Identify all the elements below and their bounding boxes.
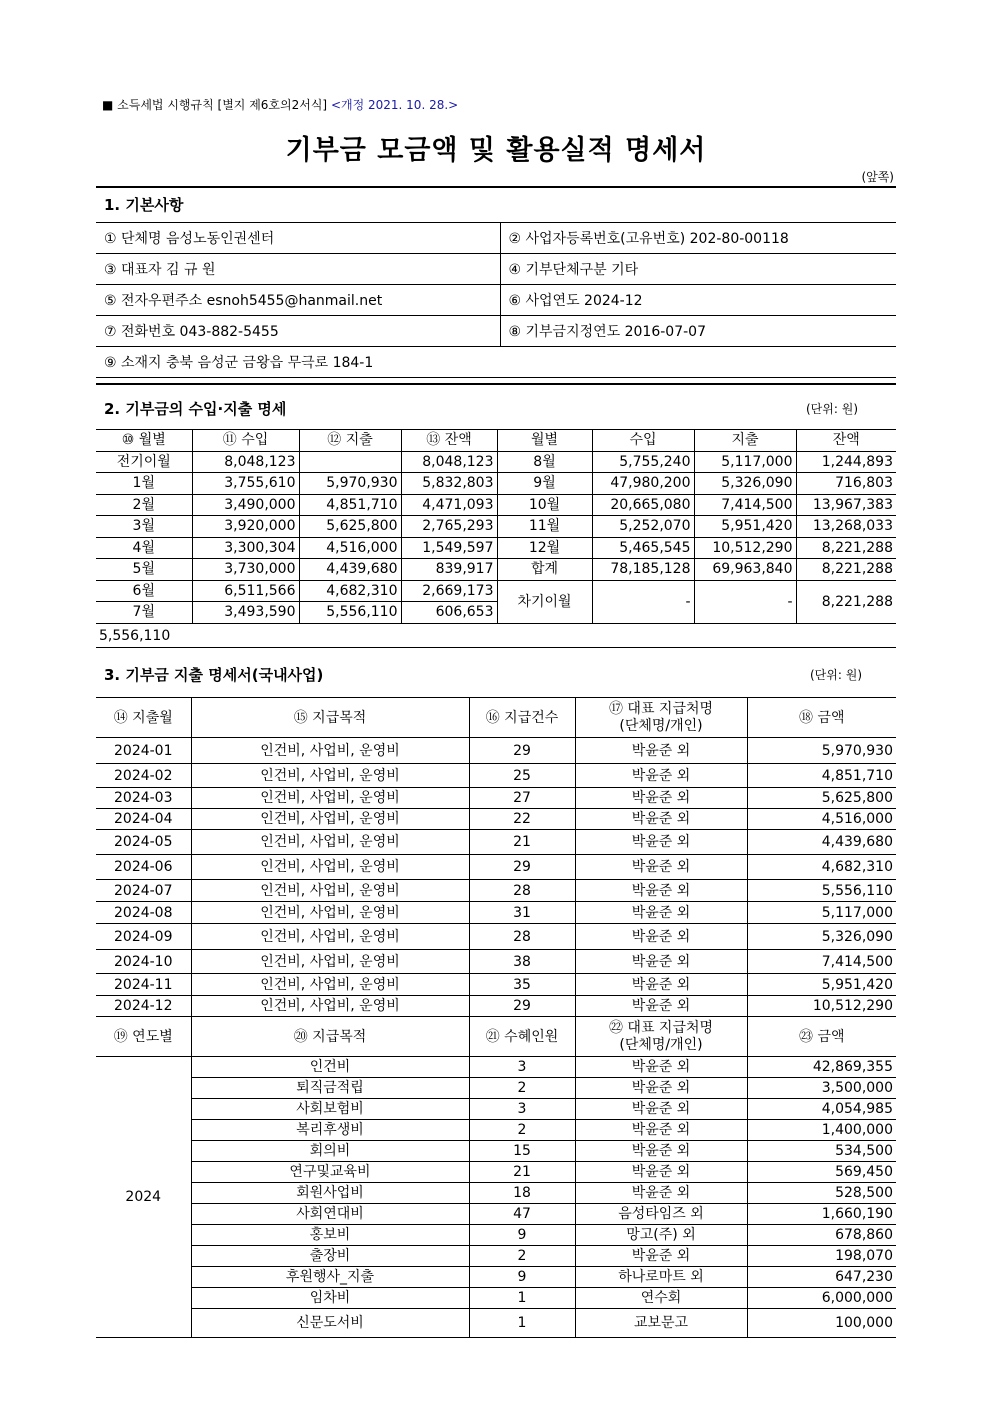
payee-header: ⑰ 대표 지급처명	[608, 700, 714, 717]
beneficiary-count: 3	[469, 1057, 575, 1078]
month-label: 10월	[497, 494, 592, 516]
beneficiary-count: 9	[469, 1225, 575, 1246]
amount-value: 5,556,110	[747, 880, 896, 902]
amount-value: 100,000	[747, 1309, 896, 1338]
payment-count: 27	[469, 788, 575, 809]
income-value: 47,980,200	[592, 473, 694, 495]
amount-value: 1,400,000	[747, 1120, 896, 1141]
column-header: ⑯ 지급건수	[469, 698, 575, 738]
month-label: 7월	[96, 602, 192, 624]
basic-info-field: ⑦ 전화번호 043-882-5455	[96, 316, 500, 347]
expenditure-month: 2024-09	[96, 924, 191, 950]
expense-value	[299, 451, 401, 473]
column-header: ⑫ 지출	[299, 430, 401, 452]
divider-top	[96, 186, 896, 188]
carry-expense-value: -	[694, 580, 796, 623]
payment-purpose: 임차비	[191, 1288, 469, 1309]
payee-name: 박윤준 외	[575, 924, 747, 950]
column-header: ⑮ 지급목적	[191, 698, 469, 738]
year-label: 2024	[96, 1057, 191, 1338]
expenditure-month: 2024-04	[96, 809, 191, 830]
payment-purpose: 인건비, 사업비, 운영비	[191, 996, 469, 1017]
month-label: 6월	[96, 580, 192, 602]
divider-s2	[96, 647, 896, 648]
payment-purpose: 인건비, 사업비, 운영비	[191, 950, 469, 974]
column-header: ⑪ 수입	[192, 430, 299, 452]
expense-value: 5,556,110	[299, 602, 401, 624]
payment-purpose: 인건비, 사업비, 운영비	[191, 924, 469, 950]
yearly-header-row	[96, 1017, 896, 1057]
expenditure-month: 2024-01	[96, 738, 191, 764]
income-value: 5,252,070	[592, 516, 694, 538]
column-header: 수입	[592, 430, 694, 452]
payee-name: 박윤준 외	[575, 1057, 747, 1078]
monthly-expenditure-row	[96, 880, 896, 902]
payee-name: 박윤준 외	[575, 738, 747, 764]
payee-name: 박윤준 외	[575, 1183, 747, 1204]
basic-info-field: ⑤ 전자우편주소 esnoh5455@hanmail.net	[96, 285, 500, 316]
monthly-expenditure-row	[96, 902, 896, 924]
payee-name: 박윤준 외	[575, 855, 747, 880]
balance-value: 4,471,093	[401, 494, 497, 516]
payment-purpose: 인건비, 사업비, 운영비	[191, 974, 469, 996]
payment-count: 29	[469, 996, 575, 1017]
expenditure-header-row	[96, 698, 896, 738]
beneficiary-count: 9	[469, 1267, 575, 1288]
beneficiary-count: 18	[469, 1183, 575, 1204]
payee-name: 박윤준 외	[575, 950, 747, 974]
basic-info-row	[96, 254, 896, 285]
amount-value: 5,117,000	[747, 902, 896, 924]
balance-value: 8,221,288	[796, 537, 896, 559]
income-row	[96, 516, 896, 538]
front-side-label: (앞쪽)	[861, 170, 894, 184]
beneficiary-count: 1	[469, 1309, 575, 1338]
yearly-expenditure-row	[96, 1246, 896, 1267]
income-value: 3,730,000	[192, 559, 299, 581]
payment-purpose: 연구및교육비	[191, 1162, 469, 1183]
basic-info-field: ⑥ 사업연도 2024-12	[500, 285, 896, 316]
monthly-expenditure-row	[96, 855, 896, 880]
payee-name: 교보문고	[575, 1309, 747, 1338]
expenditure-month: 2024-07	[96, 880, 191, 902]
payee-header-sub: (단체명/개인)	[619, 717, 703, 734]
amount-value: 4,054,985	[747, 1099, 896, 1120]
location-field: ⑨ 소재지 충북 음성군 금왕읍 무극로 184-1	[96, 347, 896, 378]
month-label: 4월	[96, 537, 192, 559]
income-row	[96, 580, 896, 602]
income-value: 20,665,080	[592, 494, 694, 516]
payee-name: 박윤준 외	[575, 1078, 747, 1099]
beneficiary-count: 15	[469, 1141, 575, 1162]
amount-value: 569,450	[747, 1162, 896, 1183]
income-row	[96, 473, 896, 495]
monthly-expenditure-row	[96, 974, 896, 996]
monthly-expenditure-row	[96, 830, 896, 855]
payment-count: 21	[469, 830, 575, 855]
month-label: 12월	[497, 537, 592, 559]
carry-income-value: -	[592, 580, 694, 623]
expenditure-month: 2024-03	[96, 788, 191, 809]
balance-value: 5,832,803	[401, 473, 497, 495]
payment-purpose: 신문도서비	[191, 1309, 469, 1338]
yearly-expenditure-row	[96, 1141, 896, 1162]
payee-name: 하나로마트 외	[575, 1267, 747, 1288]
yearly-expenditure-row	[96, 1288, 896, 1309]
payment-purpose: 퇴직금적립	[191, 1078, 469, 1099]
month-label: 3월	[96, 516, 192, 538]
beneficiary-count: 2	[469, 1078, 575, 1099]
beneficiary-count: 2	[469, 1120, 575, 1141]
payee-name: 박윤준 외	[575, 830, 747, 855]
payee-name: 박윤준 외	[575, 1120, 747, 1141]
yearly-expenditure-row	[96, 1057, 896, 1078]
basic-info-row	[96, 223, 896, 254]
balance-value: 2,765,293	[401, 516, 497, 538]
expenditure-month: 2024-10	[96, 950, 191, 974]
payee-name: 음성타임즈 외	[575, 1204, 747, 1225]
income-value: 3,755,610	[192, 473, 299, 495]
month-label: 1월	[96, 473, 192, 495]
expense-value: 5,326,090	[694, 473, 796, 495]
basic-info-row	[96, 316, 896, 347]
column-header: ⑳ 지급목적	[191, 1017, 469, 1057]
monthly-expenditure-row	[96, 764, 896, 788]
balance-value: 13,268,033	[796, 516, 896, 538]
payee-name: 망고(주) 외	[575, 1225, 747, 1246]
expense-value: 10,512,290	[694, 537, 796, 559]
amount-value: 678,860	[747, 1225, 896, 1246]
expense-value: 69,963,840	[694, 559, 796, 581]
income-value: 3,920,000	[192, 516, 299, 538]
payment-purpose: 인건비	[191, 1057, 469, 1078]
income-expense-table	[96, 429, 896, 624]
section1-title: 1. 기본사항	[104, 196, 184, 214]
payment-purpose: 회원사업비	[191, 1183, 469, 1204]
payment-purpose: 인건비, 사업비, 운영비	[191, 902, 469, 924]
payee-header-sub: (단체명/개인)	[619, 1036, 703, 1053]
monthly-expenditure-row	[96, 996, 896, 1017]
amount-value: 42,869,355	[747, 1057, 896, 1078]
column-header: ⑬ 잔액	[401, 430, 497, 452]
expenditure-month: 2024-11	[96, 974, 191, 996]
payee-name: 박윤준 외	[575, 1141, 747, 1162]
section2-unit: (단위: 원)	[806, 402, 858, 416]
section3-unit: (단위: 원)	[810, 668, 862, 682]
divider-s1-b	[96, 383, 896, 385]
balance-value: 8,048,123	[401, 451, 497, 473]
payee-name: 박윤준 외	[575, 764, 747, 788]
month-label: 11월	[497, 516, 592, 538]
column-header: ⑩ 월별	[96, 430, 192, 452]
monthly-expenditure-row	[96, 788, 896, 809]
payment-purpose: 사회보험비	[191, 1099, 469, 1120]
revision-date: <개정 2021. 10. 28.>	[330, 98, 459, 112]
expense-value: 4,439,680	[299, 559, 401, 581]
beneficiary-count: 2	[469, 1246, 575, 1267]
expenditure-month: 2024-12	[96, 996, 191, 1017]
divider-s1-a	[96, 377, 896, 378]
payment-purpose: 인건비, 사업비, 운영비	[191, 809, 469, 830]
payment-purpose: 인건비, 사업비, 운영비	[191, 880, 469, 902]
payment-purpose: 출장비	[191, 1246, 469, 1267]
payee-name: 박윤준 외	[575, 880, 747, 902]
payment-purpose: 인건비, 사업비, 운영비	[191, 830, 469, 855]
amount-value: 4,516,000	[747, 809, 896, 830]
balance-value: 1,549,597	[401, 537, 497, 559]
beneficiary-count: 1	[469, 1288, 575, 1309]
form-reference-note	[102, 96, 458, 113]
column-header: 월별	[497, 430, 592, 452]
amount-value: 534,500	[747, 1141, 896, 1162]
column-header: 잔액	[796, 430, 896, 452]
balance-value: 2,669,173	[401, 580, 497, 602]
expense-value: 5,951,420	[694, 516, 796, 538]
payment-count: 29	[469, 855, 575, 880]
balance-value: 13,967,383	[796, 494, 896, 516]
payment-purpose: 인건비, 사업비, 운영비	[191, 855, 469, 880]
column-header: ⑱ 금액	[747, 698, 896, 738]
expense-value: 4,682,310	[299, 580, 401, 602]
payment-purpose: 홍보비	[191, 1225, 469, 1246]
payee-name: 박윤준 외	[575, 1162, 747, 1183]
month-label: 합계	[497, 559, 592, 581]
yearly-expenditure-row	[96, 1120, 896, 1141]
basic-info-field: ① 단체명 음성노동인권센터	[96, 223, 500, 254]
amount-value: 198,070	[747, 1246, 896, 1267]
yearly-expenditure-row	[96, 1183, 896, 1204]
expense-value: 4,516,000	[299, 537, 401, 559]
amount-value: 5,970,930	[747, 738, 896, 764]
payment-purpose: 사회연대비	[191, 1204, 469, 1225]
payment-count: 29	[469, 738, 575, 764]
expense-value: 7,414,500	[694, 494, 796, 516]
yearly-expenditure-row	[96, 1204, 896, 1225]
column-header: 지출	[694, 430, 796, 452]
basic-info-table	[96, 222, 896, 378]
payment-count: 38	[469, 950, 575, 974]
payment-purpose: 복리후생비	[191, 1120, 469, 1141]
amount-value: 5,625,800	[747, 788, 896, 809]
amount-value: 647,230	[747, 1267, 896, 1288]
amount-value: 1,660,190	[747, 1204, 896, 1225]
payee-name: 박윤준 외	[575, 902, 747, 924]
month-label: 전기이월	[96, 451, 192, 473]
expense-value: 5,117,000	[694, 451, 796, 473]
expense-value: 5,970,930	[299, 473, 401, 495]
month-label: 2월	[96, 494, 192, 516]
yearly-expenditure-row	[96, 1309, 896, 1338]
expenditure-month: 2024-06	[96, 855, 191, 880]
monthly-expenditure-row	[96, 738, 896, 764]
income-value: 5,755,240	[592, 451, 694, 473]
column-header	[575, 1017, 747, 1057]
column-header: ⑲ 연도별	[96, 1017, 191, 1057]
payee-name: 박윤준 외	[575, 996, 747, 1017]
yearly-expenditure-row	[96, 1099, 896, 1120]
column-header: ⑭ 지출월	[96, 698, 191, 738]
monthly-expenditure-row	[96, 924, 896, 950]
payee-name: 박윤준 외	[575, 1246, 747, 1267]
basic-info-row	[96, 285, 896, 316]
basic-info-field: ④ 기부단체구분 기타	[500, 254, 896, 285]
amount-value: 528,500	[747, 1183, 896, 1204]
amount-value: 5,326,090	[747, 924, 896, 950]
section3-title: 3. 기부금 지출 명세서(국내사업)	[104, 666, 324, 684]
payee-name: 박윤준 외	[575, 1099, 747, 1120]
basic-info-field: ② 사업자등록번호(고유번호) 202-80-00118	[500, 223, 896, 254]
payment-purpose: 인건비, 사업비, 운영비	[191, 764, 469, 788]
payment-count: 31	[469, 902, 575, 924]
income-value: 3,490,000	[192, 494, 299, 516]
income-value: 8,048,123	[192, 451, 299, 473]
basic-info-field: ③ 대표자 김 규 원	[96, 254, 500, 285]
income-header-row	[96, 430, 896, 452]
income-row	[96, 537, 896, 559]
expense-value: 4,851,710	[299, 494, 401, 516]
payment-count: 28	[469, 880, 575, 902]
payment-purpose: 인건비, 사업비, 운영비	[191, 788, 469, 809]
income-row	[96, 559, 896, 581]
basic-info-row	[96, 347, 896, 378]
yearly-expenditure-row	[96, 1267, 896, 1288]
beneficiary-count: 21	[469, 1162, 575, 1183]
payment-purpose: 회의비	[191, 1141, 469, 1162]
income-value: 78,185,128	[592, 559, 694, 581]
document-title: 기부금 모금액 및 활용실적 명세서	[285, 135, 707, 166]
amount-value: 10,512,290	[747, 996, 896, 1017]
payee-name: 박윤준 외	[575, 788, 747, 809]
column-header	[575, 698, 747, 738]
amount-value: 3,500,000	[747, 1078, 896, 1099]
column-header: ㉑ 수혜인원	[469, 1017, 575, 1057]
payee-name: 박윤준 외	[575, 809, 747, 830]
income-value: 5,465,545	[592, 537, 694, 559]
amount-value: 4,439,680	[747, 830, 896, 855]
beneficiary-count: 47	[469, 1204, 575, 1225]
amount-value: 6,000,000	[747, 1288, 896, 1309]
expenditure-month: 2024-05	[96, 830, 191, 855]
section2-title: 2. 기부금의 수입·지출 명세	[104, 400, 287, 418]
balance-value: 1,244,893	[796, 451, 896, 473]
beneficiary-count: 3	[469, 1099, 575, 1120]
payee-header: ㉒ 대표 지급처명	[608, 1019, 714, 1036]
payee-name: 박윤준 외	[575, 974, 747, 996]
amount-value: 4,682,310	[747, 855, 896, 880]
column-header: ㉓ 금액	[747, 1017, 896, 1057]
balance-value: 8,221,288	[796, 559, 896, 581]
payment-count: 22	[469, 809, 575, 830]
balance-value: 606,653	[401, 602, 497, 624]
basic-info-field: ⑧ 기부금지정연도 2016-07-07	[500, 316, 896, 347]
payment-purpose: 후원행사_지출	[191, 1267, 469, 1288]
month-label: 8월	[497, 451, 592, 473]
amount-value: 4,851,710	[747, 764, 896, 788]
yearly-expenditure-row	[96, 1162, 896, 1183]
payment-count: 28	[469, 924, 575, 950]
month-label: 5월	[96, 559, 192, 581]
yearly-expenditure-row	[96, 1078, 896, 1099]
payment-count: 25	[469, 764, 575, 788]
expenditure-month: 2024-08	[96, 902, 191, 924]
amount-value: 5,951,420	[747, 974, 896, 996]
monthly-expenditure-row	[96, 809, 896, 830]
payee-name: 연수회	[575, 1288, 747, 1309]
balance-value: 839,917	[401, 559, 497, 581]
carry-forward-label: 차기이월	[497, 580, 592, 623]
form-reference: ■ 소득세법 시행규칙 [별지 제6호의2서식]	[102, 98, 328, 112]
overflow-value: 5,556,110	[99, 628, 171, 644]
expense-value: 5,625,800	[299, 516, 401, 538]
expenditure-month: 2024-02	[96, 764, 191, 788]
yearly-expenditure-row	[96, 1225, 896, 1246]
income-value: 3,493,590	[192, 602, 299, 624]
income-value: 3,300,304	[192, 537, 299, 559]
payment-purpose: 인건비, 사업비, 운영비	[191, 738, 469, 764]
amount-value: 7,414,500	[747, 950, 896, 974]
expenditure-table	[96, 697, 896, 1338]
income-row	[96, 494, 896, 516]
income-value: 6,511,566	[192, 580, 299, 602]
monthly-expenditure-row	[96, 950, 896, 974]
payment-count: 35	[469, 974, 575, 996]
month-label: 9월	[497, 473, 592, 495]
carry-balance-value: 8,221,288	[796, 580, 896, 623]
balance-value: 716,803	[796, 473, 896, 495]
income-row	[96, 451, 896, 473]
